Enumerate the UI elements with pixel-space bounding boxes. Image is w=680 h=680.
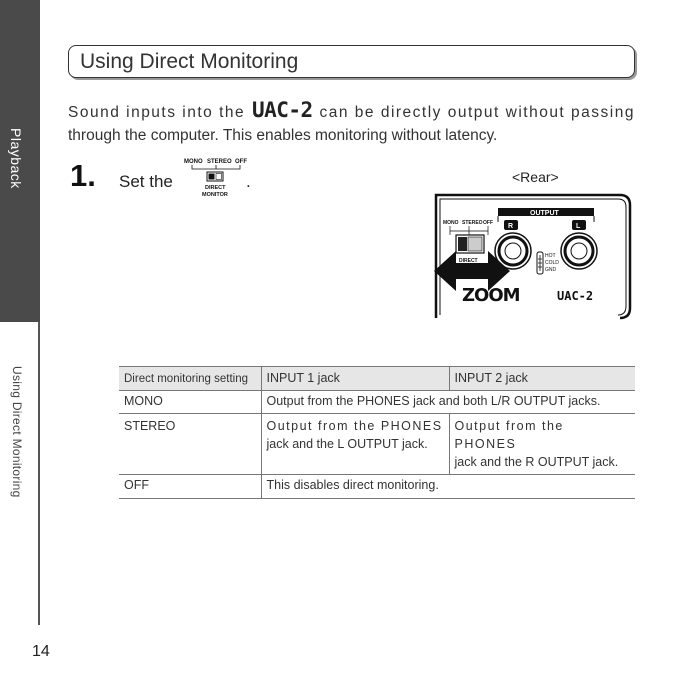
output-label: OUTPUT [530, 210, 559, 217]
intro-paragraph [68, 99, 635, 147]
mini-switch-label-2: MONITOR [202, 192, 228, 198]
mini-switch-label-1: DIRECT [205, 185, 226, 191]
output-jack-r [495, 220, 531, 269]
intro-line-2: through the computer. This enables monitoring without latency. [68, 127, 498, 144]
header-input1: INPUT 1 jack [261, 367, 449, 391]
cell-setting-off: OFF [119, 475, 261, 499]
cell-stereo-input1-line1: Output from the PHONES [266, 419, 443, 433]
model-label: UAC-2 [557, 289, 594, 303]
title-box [68, 45, 635, 78]
step-text: Set the [119, 172, 173, 191]
step-period: . [246, 172, 251, 191]
rear-label: <Rear> [512, 169, 559, 185]
output-jack-l [561, 220, 597, 269]
polarity-icon [537, 252, 559, 274]
rear-switch-label: DIRECT [459, 258, 478, 264]
direct-monitoring-table [119, 366, 635, 499]
polarity-hot: HOT [545, 253, 556, 259]
polarity-gnd: GND [545, 267, 557, 273]
rear-switch-mono: MONO [443, 220, 459, 226]
cell-off-desc: This disables direct monitoring. [261, 475, 635, 499]
sidebar-divider [38, 322, 40, 625]
intro-part-1: Sound inputs into the [68, 104, 246, 121]
jack-l-label: L [576, 223, 581, 230]
cell-setting-stereo: STEREO [119, 414, 261, 475]
cell-setting-mono: MONO [119, 391, 261, 414]
mini-switch-mono: MONO [184, 159, 203, 165]
mini-switch-off: OFF [235, 159, 247, 165]
polarity-cold: COLD [545, 260, 559, 266]
cell-mono-desc: Output from the PHONES jack and both L/R OUTPUT jacks. [261, 391, 635, 414]
zoom-logo: ZOOM [462, 285, 520, 306]
intro-line-1 [68, 99, 635, 124]
cell-stereo-input2-line2: jack and the R OUTPUT jack. [454, 455, 619, 469]
sidebar-tab [0, 0, 40, 322]
step-number: 1. [70, 158, 96, 193]
header-input2: INPUT 2 jack [449, 367, 635, 391]
intro-part-2: can be directly output without passing [319, 104, 635, 121]
table-header-row [119, 367, 635, 391]
table-row [119, 391, 635, 414]
cell-stereo-input2-line1: Output from the PHONES [454, 419, 564, 451]
table-row [119, 475, 635, 499]
rear-panel-diagram [432, 189, 634, 321]
cell-stereo-input1 [261, 414, 449, 475]
page-number: 14 [32, 643, 50, 660]
cell-stereo-input1-line2: jack and the L OUTPUT jack. [266, 437, 428, 451]
mini-switch-stereo: STEREO [207, 159, 232, 165]
page-title: Using Direct Monitoring [80, 50, 299, 73]
rear-switch-off: OFF [483, 220, 493, 226]
direct-monitor-switch-icon [182, 156, 248, 200]
rear-switch-stereo: STEREO [462, 220, 483, 226]
cell-stereo-input2 [449, 414, 635, 475]
header-setting: Direct monitoring setting [119, 367, 261, 391]
sidebar-tab-label: Playback [8, 128, 24, 189]
table-row [119, 414, 635, 475]
jack-r-label: R [508, 223, 514, 230]
sidebar-section-label: Using Direct Monitoring [10, 366, 24, 498]
brand-name: UAC-2 [251, 98, 313, 122]
